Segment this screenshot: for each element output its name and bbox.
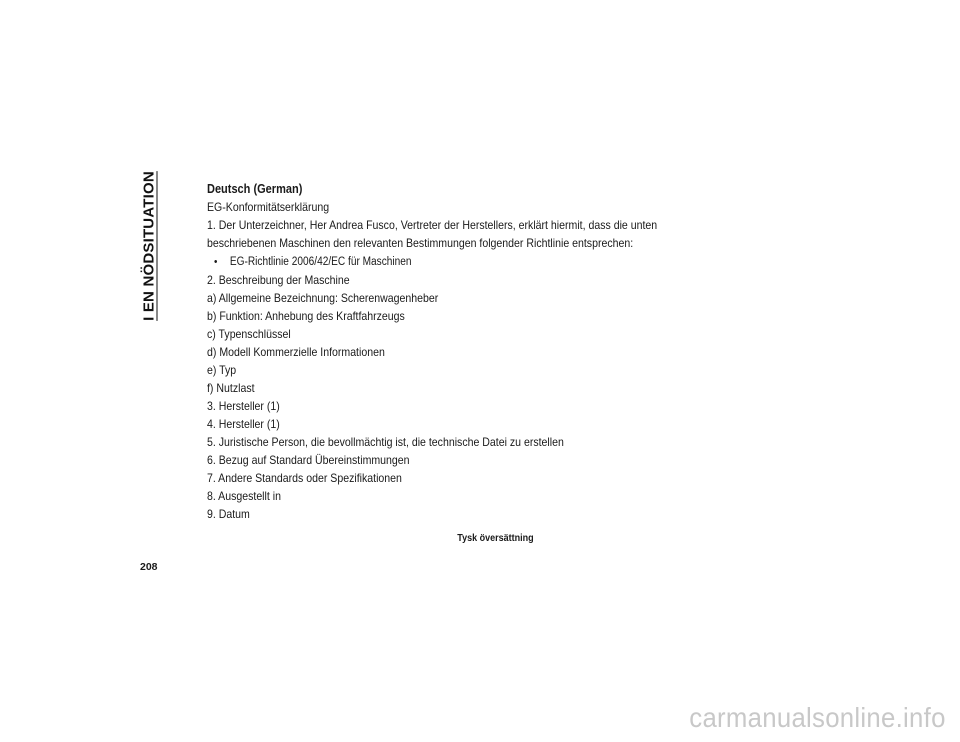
declaration-line: b) Funktion: Anhebung des Kraftfahrzeugs (207, 309, 405, 323)
directive-bullet-item (207, 252, 700, 271)
declaration-line: beschriebenen Maschinen den relevanten Bestimmungen folgender Richtlinie entsprechen: (207, 236, 634, 250)
declaration-line: f) Nutzlast (207, 381, 255, 395)
declaration-line: 2. Beschreibung der Maschine (207, 273, 350, 287)
section-side-tab (136, 172, 162, 320)
declaration-line: 8. Ausgestellt in (207, 489, 281, 503)
translation-caption-text: Tysk översättning (456, 533, 534, 544)
declaration-title: EG-Konformitätserklärung (207, 200, 330, 214)
section-side-tab-label: I EN NÖDSITUATION (140, 171, 158, 321)
declaration-line: 9. Datum (207, 507, 250, 521)
declaration-content (207, 180, 700, 523)
directive-text: EG-Richtlinie 2006/42/EC für Maschinen (229, 255, 412, 268)
declaration-line: 5. Juristische Person, die bevollmächtig ist, die technische Datei zu erstellen (207, 435, 564, 449)
bullet-icon: • (214, 255, 218, 268)
declaration-line: e) Typ (207, 363, 237, 377)
declaration-line: 3. Hersteller (1) (207, 399, 280, 413)
translation-caption (0, 533, 960, 544)
declaration-line: 1. Der Unterzeichner, Her Andrea Fusco, Vertreter der Herstellers, erklärt hiermit, dass die unten (207, 218, 658, 232)
site-watermark: carmanualsonline.info (689, 702, 946, 733)
declaration-line: c) Typenschlüssel (207, 327, 291, 341)
page-number: 208 (140, 561, 158, 573)
declaration-line: d) Modell Kommerzielle Informationen (207, 345, 385, 359)
language-heading: Deutsch (German) (207, 182, 303, 196)
declaration-line: 6. Bezug auf Standard Übereinstimmungen (207, 453, 410, 467)
declaration-line: 7. Andere Standards oder Spezifikationen (207, 471, 402, 485)
declaration-line: 4. Hersteller (1) (207, 417, 280, 431)
declaration-line: a) Allgemeine Bezeichnung: Scherenwagenheber (207, 291, 439, 305)
